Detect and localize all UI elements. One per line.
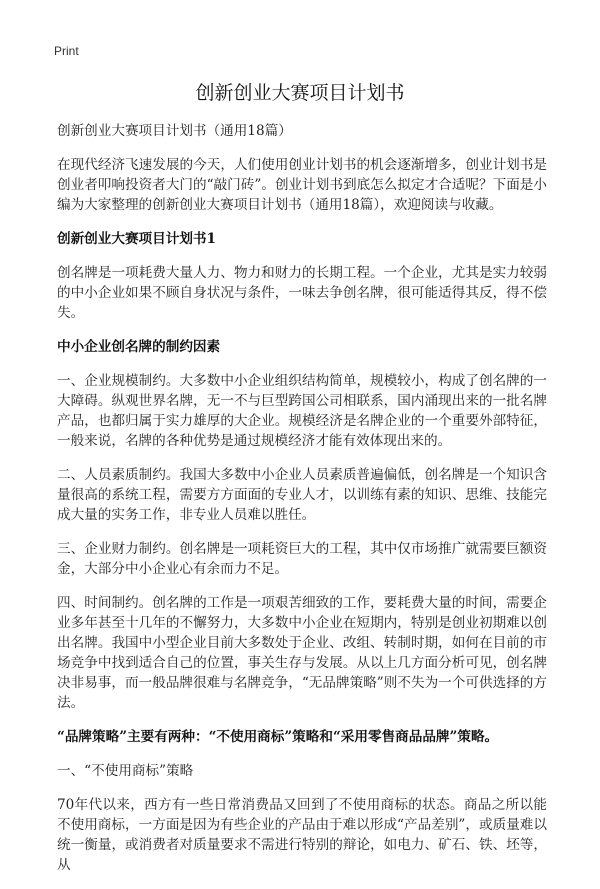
paragraph-finance-constraint: 三、企业财力制约。创名牌是一项耗资巨大的工程，其中仅市场推广就需要巨额资金，大部分中小企业心有余而力不足。 (57, 541, 547, 577)
intro-paragraph: 在现代经济飞速发展的今天，人们使用创业计划书的机会逐渐增多，创业计划书是创业者叩响投资者大门的“敲门砖”。创业计划书到底怎么拟定才合适呢？下面是小编为大家整理的创新创业大赛项目计划书（通用18篇），欢迎阅读与收藏。 (57, 157, 547, 213)
paragraph-personnel-constraint: 二、人员素质制约。我国大多数中小企业人员素质普遍偏低，创名牌是一个知识含量很高的系统工程，需要方方面面的专业人才，以训练有素的知识、思维、技能完成大量的实务工作，非专业人员难以胜任。 (57, 467, 547, 523)
paragraph-scale-constraint: 一、企业规模制约。大多数中小企业组织结构简单，规模较小，构成了创名牌的一大障碍。纵观世界名牌，无一不与巨型跨国公司相联系，国内涌现出来的一批名牌产品，也都归属于实力雄厚的大企业。规模经济是名牌企业的一个重要外部特征，一般来说，名牌的各种优势是通过规模经济才能有效体现出来的。 (57, 373, 547, 449)
document-subtitle: 创新创业大赛项目计划书（通用18篇） (57, 123, 292, 139)
section-heading-1: 创新创业大赛项目计划书1 (57, 231, 216, 247)
paragraph-1: 创名牌是一项耗费大量人力、物力和财力的长期工程。一个企业，尤其是实力较弱的中小企业如果不顾自身状况与条件，一味去争创名牌，很可能适得其反，得不偿失。 (57, 265, 547, 321)
document-body (57, 121, 547, 889)
section-heading-2: 中小企业创名牌的制约因素 (57, 339, 221, 355)
section-heading-3: “品牌策略”主要有两种：“不使用商标”策略和“采用零售商品品牌”策略。 (57, 729, 499, 745)
paragraph-time-constraint: 四、时间制约。创名牌的工作是一项艰苦细致的工作，要耗费大量的时间，需要企业多年甚至十几年的不懈努力，大多数中小企业在短期内，特别是创业初期难以创出名牌。我国中小型企业目前大多数处于企业、改组、转制时期，如何在目前的市场竞争中找到适合自己的位置，事关生存与发展。从以上几方面分析可见，创名牌决非易事，而一般品牌很难与名牌竞争，“无品牌策略”则不失为一个可供选择的方法。 (57, 595, 547, 711)
page-title: 创新创业大赛项目计划书 (195, 82, 405, 104)
paragraph-seventies: 70年代以来，西方有一些日常消费品又回到了不使用商标的状态。商品之所以能不使用商标，一方面是因为有些企业的产品由于难以形成“产品差别”，或质量难以统一衡量，或消费者对质量要求不需进行特别的辩论，如电力、矿石、铁、坯等，从 (57, 797, 547, 873)
print-link[interactable]: Print (54, 44, 79, 58)
paragraph-no-trademark-strategy: 一、“不使用商标”策略 (57, 763, 194, 779)
